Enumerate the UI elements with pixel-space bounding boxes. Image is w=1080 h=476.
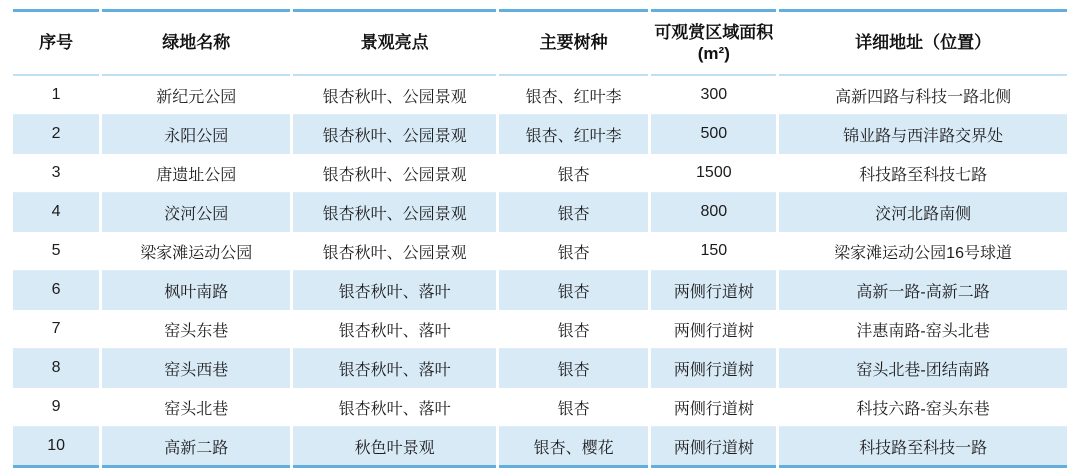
cell-seq: 8 xyxy=(13,349,99,388)
cell-species: 银杏 xyxy=(499,232,649,271)
table-row xyxy=(13,154,1067,193)
column-header-area-title: 可观赏区域面积 xyxy=(654,22,774,42)
cell-address: 锦业路与西沣路交界处 xyxy=(779,115,1067,154)
cell-address: 科技六路-窑头东巷 xyxy=(779,388,1067,427)
cell-species: 银杏、红叶李 xyxy=(499,76,649,115)
cell-species: 银杏 xyxy=(499,154,649,193)
column-header-area-unit: (m²) xyxy=(697,44,730,63)
table-body xyxy=(13,76,1067,468)
table-row xyxy=(13,388,1067,427)
cell-highlight: 银杏秋叶、落叶 xyxy=(293,388,496,427)
cell-address: 高新四路与科技一路北侧 xyxy=(779,76,1067,115)
cell-seq: 5 xyxy=(13,232,99,271)
cell-name: 窑头西巷 xyxy=(102,349,290,388)
column-header-species: 主要树种 xyxy=(499,9,649,76)
cell-species: 银杏 xyxy=(499,310,649,349)
cell-species: 银杏 xyxy=(499,271,649,310)
cell-species: 银杏 xyxy=(499,193,649,232)
cell-seq: 6 xyxy=(13,271,99,310)
cell-species: 银杏、樱花 xyxy=(499,427,649,468)
table-row xyxy=(13,427,1067,468)
cell-highlight: 银杏秋叶、公园景观 xyxy=(293,154,496,193)
cell-seq: 3 xyxy=(13,154,99,193)
cell-species: 银杏、红叶李 xyxy=(499,115,649,154)
cell-name: 高新二路 xyxy=(102,427,290,468)
cell-name: 新纪元公园 xyxy=(102,76,290,115)
cell-highlight: 银杏秋叶、公园景观 xyxy=(293,193,496,232)
cell-area: 两侧行道树 xyxy=(651,388,776,427)
cell-seq: 4 xyxy=(13,193,99,232)
cell-area: 两侧行道树 xyxy=(651,271,776,310)
cell-species: 银杏 xyxy=(499,388,649,427)
cell-area: 500 xyxy=(651,115,776,154)
cell-area: 两侧行道树 xyxy=(651,349,776,388)
ginkgo-viewing-spots-table xyxy=(10,9,1070,468)
cell-address: 高新一路-高新二路 xyxy=(779,271,1067,310)
cell-address: 科技路至科技七路 xyxy=(779,154,1067,193)
cell-name: 唐遗址公园 xyxy=(102,154,290,193)
cell-highlight: 银杏秋叶、公园景观 xyxy=(293,115,496,154)
table-row xyxy=(13,310,1067,349)
cell-area: 两侧行道树 xyxy=(651,427,776,468)
cell-area: 1500 xyxy=(651,154,776,193)
cell-name: 窑头东巷 xyxy=(102,310,290,349)
cell-seq: 7 xyxy=(13,310,99,349)
table-row xyxy=(13,193,1067,232)
cell-address: 窑头北巷-团结南路 xyxy=(779,349,1067,388)
cell-species: 银杏 xyxy=(499,349,649,388)
cell-name: 梁家滩运动公园 xyxy=(102,232,290,271)
cell-name: 窑头北巷 xyxy=(102,388,290,427)
table-header xyxy=(13,9,1067,76)
cell-address: 梁家滩运动公园16号球道 xyxy=(779,232,1067,271)
cell-highlight: 银杏秋叶、公园景观 xyxy=(293,232,496,271)
cell-area: 150 xyxy=(651,232,776,271)
cell-name: 枫叶南路 xyxy=(102,271,290,310)
header-row xyxy=(13,9,1067,76)
column-header-area xyxy=(651,9,776,76)
cell-area: 300 xyxy=(651,76,776,115)
cell-highlight: 银杏秋叶、落叶 xyxy=(293,271,496,310)
column-header-name: 绿地名称 xyxy=(102,9,290,76)
cell-address: 科技路至科技一路 xyxy=(779,427,1067,468)
cell-address: 洨河北路南侧 xyxy=(779,193,1067,232)
column-header-address: 详细地址（位置） xyxy=(779,9,1067,76)
cell-highlight: 银杏秋叶、落叶 xyxy=(293,349,496,388)
cell-area: 两侧行道树 xyxy=(651,310,776,349)
table-row xyxy=(13,115,1067,154)
cell-highlight: 银杏秋叶、公园景观 xyxy=(293,76,496,115)
cell-area: 800 xyxy=(651,193,776,232)
cell-name: 洨河公园 xyxy=(102,193,290,232)
table-row xyxy=(13,271,1067,310)
cell-seq: 9 xyxy=(13,388,99,427)
cell-highlight: 银杏秋叶、落叶 xyxy=(293,310,496,349)
cell-seq: 10 xyxy=(13,427,99,468)
cell-seq: 1 xyxy=(13,76,99,115)
table-row xyxy=(13,349,1067,388)
column-header-highlight: 景观亮点 xyxy=(293,9,496,76)
cell-name: 永阳公园 xyxy=(102,115,290,154)
table-row xyxy=(13,76,1067,115)
cell-seq: 2 xyxy=(13,115,99,154)
cell-highlight: 秋色叶景观 xyxy=(293,427,496,468)
column-header-seq: 序号 xyxy=(13,9,99,76)
cell-address: 沣惠南路-窑头北巷 xyxy=(779,310,1067,349)
table-row xyxy=(13,232,1067,271)
